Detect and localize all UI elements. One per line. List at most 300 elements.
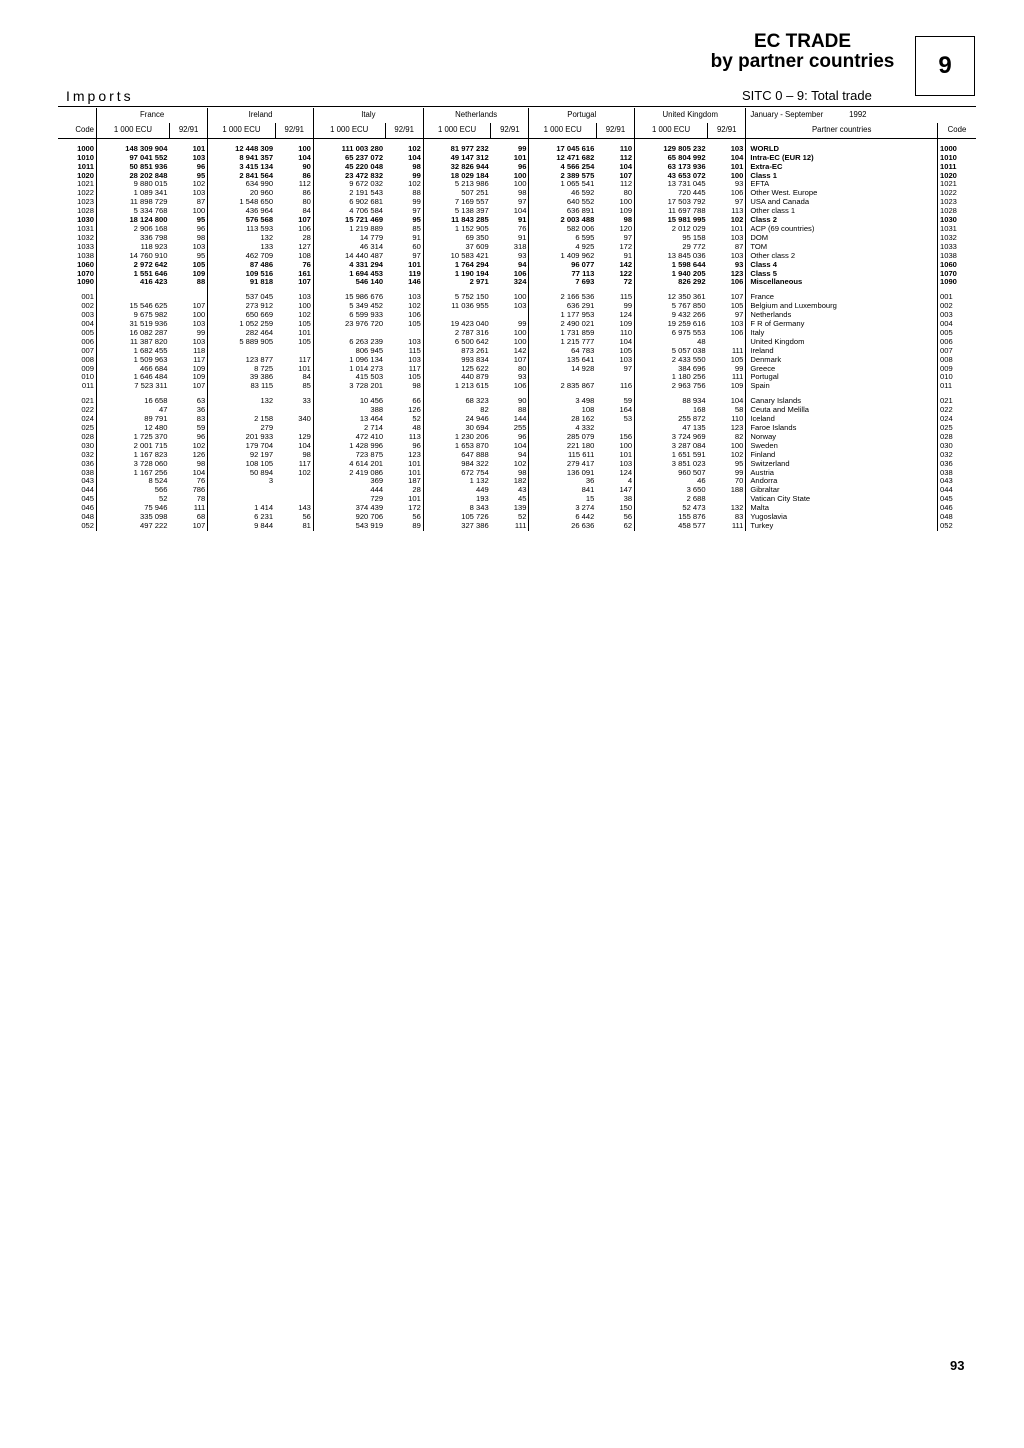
table-row	[58, 382, 976, 391]
row-ratio: 107	[730, 292, 744, 302]
row-code: 1032	[77, 232, 94, 242]
row-ratio: 111	[193, 503, 206, 513]
row-value: 18 029 184	[423, 172, 490, 181]
row-value: 13 731 045	[635, 180, 708, 189]
row-ratio: 105	[730, 354, 744, 364]
row-value: 47	[97, 406, 170, 415]
col-ie-value: 1 000 ECU	[208, 123, 275, 138]
row-ratio: 99	[734, 363, 744, 373]
row-value: 1 089 341	[97, 189, 170, 198]
row-ratio: 95	[412, 215, 421, 225]
row-ratio: 109	[192, 268, 206, 278]
row-value: 3 851 023	[635, 460, 708, 469]
row-value: 133	[208, 243, 275, 252]
row-ratio: 118	[193, 345, 206, 355]
row-ratio: 100	[513, 336, 527, 346]
row-value: 4 925	[529, 243, 596, 252]
row-value: 82	[423, 406, 490, 415]
row-value: 97 041 552	[97, 154, 170, 163]
row-value: 7 169 557	[423, 198, 490, 207]
row-code: 1060	[77, 259, 94, 269]
row-ratio: 142	[619, 259, 633, 269]
row-value: 3 728 201	[313, 382, 385, 391]
col-it-ratio: 92/91	[385, 123, 423, 138]
report-title	[700, 32, 905, 72]
table-row	[58, 243, 976, 252]
col-group-uk: United Kingdom	[635, 108, 746, 123]
row-value: 43 653 072	[635, 172, 708, 181]
row-code-right: 009	[938, 365, 977, 374]
row-value: 77 113	[529, 270, 596, 279]
row-value: 723 875	[313, 451, 385, 460]
row-ratio: 78	[196, 494, 206, 504]
table-row	[58, 207, 976, 216]
row-ratio: 105	[408, 372, 421, 382]
row-ratio: 105	[192, 259, 206, 269]
row-code: 004	[81, 319, 94, 329]
row-value: 984 322	[423, 460, 490, 469]
row-value: 3 498	[529, 391, 596, 406]
row-ratio: 94	[518, 449, 527, 459]
eu-countries-group	[58, 287, 976, 391]
row-code-right: 052	[938, 522, 977, 531]
row-partner-name: WORLD	[746, 138, 938, 153]
sitc-label: SITC 0 – 9: Total trade	[742, 88, 872, 103]
row-ratio: 103	[192, 241, 206, 251]
row-value: 1 731 859	[529, 329, 596, 338]
row-value: 416 423	[97, 278, 170, 287]
row-value: 5 334 768	[97, 207, 170, 216]
row-ratio: 146	[408, 277, 421, 287]
row-ratio: 117	[408, 363, 421, 373]
row-value: 16 658	[97, 391, 170, 406]
row-ratio: 53	[623, 414, 633, 424]
row-partner-name: Other West. Europe	[746, 189, 938, 198]
col-group-empty	[58, 108, 97, 123]
row-partner-name: Other class 2	[746, 252, 938, 261]
row-ratio: 106	[408, 310, 421, 320]
row-code: 1020	[77, 170, 94, 180]
row-value: 5 057 038	[635, 347, 708, 356]
row-code-right: 025	[938, 424, 977, 433]
row-code-right: 1070	[938, 270, 977, 279]
row-value: 1 190 194	[423, 270, 490, 279]
row-value: 327 386	[423, 522, 490, 531]
table-row	[58, 391, 976, 406]
row-value: 11 898 729	[97, 198, 170, 207]
row-value: 5 752 150	[423, 287, 490, 302]
row-ratio: 91	[623, 250, 633, 260]
row-value: 10 456	[313, 391, 385, 406]
period-label: January - September	[750, 110, 824, 119]
row-code-right: 011	[938, 382, 977, 391]
row-value: 449	[423, 486, 490, 495]
row-ratio: 99	[412, 170, 421, 180]
row-value: 52 473	[635, 504, 708, 513]
row-value: 4 614 201	[313, 460, 385, 469]
row-value: 920 706	[313, 513, 385, 522]
row-code-right: 030	[938, 442, 977, 451]
row-ratio: 104	[513, 206, 527, 216]
row-ratio: 88	[196, 277, 206, 287]
row-ratio: 80	[518, 363, 527, 373]
row-value: 6 500 642	[423, 338, 490, 347]
row-value: 52	[97, 495, 170, 504]
row-code: 1033	[77, 241, 94, 251]
row-partner-name: Sweden	[746, 442, 938, 451]
row-value: 15 721 469	[313, 216, 385, 225]
row-ratio: 104	[619, 161, 633, 171]
row-code-right: 024	[938, 415, 977, 424]
row-value: 462 709	[208, 252, 275, 261]
row-code-right: 1000	[938, 138, 977, 153]
row-ratio: 106	[730, 327, 744, 337]
row-value: 11 843 285	[423, 216, 490, 225]
row-value: 87 486	[208, 261, 275, 270]
row-ratio: 105	[298, 319, 311, 329]
row-partner-name: Ceuta and Melilla	[746, 406, 938, 415]
row-code-right: 044	[938, 486, 977, 495]
row-ratio: 101	[192, 143, 206, 153]
row-ratio: 95	[196, 215, 206, 225]
row-value: 1 177 953	[529, 311, 596, 320]
row-value: 1 132	[423, 477, 490, 486]
row-ratio: 100	[513, 327, 527, 337]
row-partner-name: Spain	[746, 382, 938, 391]
row-partner-name: Miscellaneous	[746, 278, 938, 287]
row-value: 4 566 254	[529, 163, 596, 172]
row-ratio: 107	[192, 520, 206, 530]
row-value: 1 152 905	[423, 225, 490, 234]
row-ratio: 104	[298, 152, 311, 162]
row-ratio: 99	[518, 319, 527, 329]
row-ratio: 161	[298, 268, 311, 278]
row-value: 65 804 992	[635, 154, 708, 163]
row-value: 83 115	[208, 382, 275, 391]
row-ratio: 129	[298, 431, 311, 441]
row-value: 2 906 168	[97, 225, 170, 234]
row-code-right: 021	[938, 391, 977, 406]
row-partner-name: TOM	[746, 243, 938, 252]
row-value: 65 237 072	[313, 154, 385, 163]
row-code: 1000	[77, 143, 94, 153]
col-ie-ratio: 92/91	[275, 123, 313, 138]
row-value: 729	[313, 495, 385, 504]
row-ratio: 105	[408, 319, 421, 329]
row-ratio: 52	[412, 414, 421, 424]
row-code-right: 1023	[938, 198, 977, 207]
row-ratio: 93	[518, 250, 527, 260]
row-code-right: 1021	[938, 180, 977, 189]
row-value: 11 387 820	[97, 338, 170, 347]
row-ratio: 97	[412, 250, 421, 260]
row-value: 336 798	[97, 234, 170, 243]
row-ratio: 103	[619, 458, 633, 468]
row-value: 1 653 870	[423, 442, 490, 451]
row-ratio: 144	[513, 414, 527, 424]
row-ratio: 98	[302, 449, 311, 459]
row-value: 30 694	[423, 424, 490, 433]
row-code: 1031	[77, 223, 94, 233]
row-value: 15	[529, 495, 596, 504]
row-code-right: 1010	[938, 154, 977, 163]
table-row	[58, 424, 976, 433]
row-value: 3	[208, 477, 275, 486]
row-ratio: 107	[192, 381, 206, 391]
row-value: 1 014 273	[313, 365, 385, 374]
row-ratio: 104	[408, 152, 421, 162]
row-code-right: 008	[938, 356, 977, 365]
row-value: 636 291	[529, 302, 596, 311]
row-ratio: 96	[518, 431, 527, 441]
row-value: 1 725 370	[97, 433, 170, 442]
row-code: 044	[81, 485, 94, 495]
row-ratio: 103	[192, 319, 206, 329]
row-value: 7 523 311	[97, 382, 170, 391]
row-value: 285 079	[529, 433, 596, 442]
row-ratio: 88	[518, 405, 527, 415]
row-ratio: 103	[619, 354, 633, 364]
row-value: 1 096 134	[313, 356, 385, 365]
row-value: 2 166 536	[529, 287, 596, 302]
row-ratio: 104	[298, 440, 311, 450]
row-code: 030	[81, 440, 94, 450]
row-partner-name: Netherlands	[746, 311, 938, 320]
row-ratio: 187	[408, 476, 421, 486]
row-ratio: 113	[408, 431, 421, 441]
row-code: 1011	[77, 161, 94, 171]
row-value: 458 577	[635, 522, 708, 531]
row-ratio: 97	[734, 310, 744, 320]
row-ratio: 70	[734, 476, 744, 486]
row-value: 8 343	[423, 504, 490, 513]
col-code-left: Code	[58, 123, 97, 138]
row-ratio: 48	[412, 423, 421, 432]
row-value: 11 036 955	[423, 302, 490, 311]
row-partner-name: Denmark	[746, 356, 938, 365]
row-partner-name: F R of Germany	[746, 320, 938, 329]
row-value: 45 220 048	[313, 163, 385, 172]
row-partner-name: Malta	[746, 504, 938, 513]
row-ratio: 100	[298, 143, 311, 153]
row-code-right: 032	[938, 451, 977, 460]
row-code: 021	[81, 396, 94, 406]
table-row	[58, 138, 976, 153]
row-value: 125 622	[423, 365, 490, 374]
row-partner-name: Extra-EC	[746, 163, 938, 172]
row-ratio: 98	[518, 467, 527, 477]
row-ratio: 101	[619, 449, 633, 459]
row-value: 576 568	[208, 216, 275, 225]
row-value: 8 524	[97, 477, 170, 486]
row-value: 17 045 616	[529, 138, 596, 153]
row-ratio: 101	[408, 259, 421, 269]
row-value: 279	[208, 424, 275, 433]
col-pt-ratio: 92/91	[596, 123, 634, 138]
row-value: 6 599 933	[313, 311, 385, 320]
row-ratio: 80	[302, 197, 311, 207]
row-value: 1 428 996	[313, 442, 385, 451]
row-ratio: 164	[619, 405, 633, 415]
row-value: 1 551 646	[97, 270, 170, 279]
row-ratio: 340	[298, 414, 311, 424]
row-ratio: 106	[730, 277, 744, 287]
row-ratio: 119	[408, 268, 421, 278]
row-value: 89 791	[97, 415, 170, 424]
row-ratio: 103	[730, 143, 744, 153]
col-uk-value: 1 000 ECU	[635, 123, 708, 138]
row-value: 1 598 644	[635, 261, 708, 270]
row-value: 3 274	[529, 504, 596, 513]
row-ratio: 59	[623, 396, 633, 406]
row-ratio: 115	[408, 345, 421, 355]
row-code-right: 001	[938, 287, 977, 302]
row-ratio: 100	[513, 179, 527, 189]
row-ratio: 103	[730, 319, 744, 329]
row-ratio: 126	[192, 449, 206, 459]
row-ratio: 90	[518, 396, 527, 406]
row-partner-name: Class 1	[746, 172, 938, 181]
row-ratio: 172	[408, 503, 421, 513]
row-value: 6 442	[529, 513, 596, 522]
row-ratio: 107	[192, 301, 206, 311]
row-ratio: 99	[412, 197, 421, 207]
row-code: 048	[81, 512, 94, 522]
col-nl-value: 1 000 ECU	[423, 123, 490, 138]
row-partner-name: Intra-EC (EUR 12)	[746, 154, 938, 163]
row-value: 279 417	[529, 460, 596, 469]
row-ratio: 68	[196, 512, 206, 522]
row-partner-name: Finland	[746, 451, 938, 460]
row-value: 148 309 904	[97, 138, 170, 153]
row-ratio: 38	[623, 494, 633, 504]
row-code-right: 1038	[938, 252, 977, 261]
row-ratio: 105	[298, 336, 311, 346]
row-ratio: 86	[302, 188, 311, 198]
row-value: 566	[97, 486, 170, 495]
row-ratio: 100	[730, 170, 744, 180]
row-ratio: 96	[412, 440, 421, 450]
row-ratio: 102	[192, 179, 206, 189]
row-value: 8 725	[208, 365, 275, 374]
row-value: 1 213 615	[423, 382, 490, 391]
row-value: 135 641	[529, 356, 596, 365]
row-value: 111 003 280	[313, 138, 385, 153]
row-value: 415 503	[313, 373, 385, 382]
row-ratio: 76	[196, 476, 206, 486]
row-ratio: 103	[730, 250, 744, 260]
row-value: 17 503 792	[635, 198, 708, 207]
row-value: 1 219 889	[313, 225, 385, 234]
row-ratio: 124	[619, 467, 633, 477]
row-ratio: 33	[302, 396, 311, 406]
row-code: 1023	[77, 197, 94, 207]
row-code: 1038	[77, 250, 94, 260]
row-value: 108	[529, 406, 596, 415]
row-value: 95 158	[635, 234, 708, 243]
row-partner-name: Class 4	[746, 261, 938, 270]
row-value: 650 669	[208, 311, 275, 320]
row-value: 6 595	[529, 234, 596, 243]
row-value: 12 480	[97, 424, 170, 433]
row-value: 193	[423, 495, 490, 504]
row-code: 024	[81, 414, 94, 424]
row-value: 50 851 936	[97, 163, 170, 172]
row-value: 31 519 936	[97, 320, 170, 329]
row-value: 1 764 294	[423, 261, 490, 270]
row-ratio: 100	[298, 301, 311, 311]
row-ratio: 76	[302, 259, 311, 269]
row-ratio: 105	[619, 345, 633, 355]
row-ratio: 96	[196, 431, 206, 441]
row-value: 26 636	[529, 522, 596, 531]
row-code: 006	[81, 336, 94, 346]
row-ratio: 85	[302, 381, 311, 391]
row-value: 15 546 625	[97, 302, 170, 311]
row-ratio: 93	[734, 259, 744, 269]
row-code: 022	[81, 405, 94, 415]
row-ratio: 112	[298, 179, 311, 189]
row-ratio: 104	[192, 467, 206, 477]
row-ratio: 123	[408, 449, 421, 459]
row-value: 68 323	[423, 391, 490, 406]
table-row	[58, 287, 976, 302]
row-value: 136 091	[529, 469, 596, 478]
row-ratio: 110	[619, 143, 633, 153]
row-ratio: 113	[731, 206, 744, 216]
row-ratio: 102	[513, 458, 527, 468]
row-value: 1 509 963	[97, 356, 170, 365]
row-value: 634 990	[208, 180, 275, 189]
row-value: 46	[635, 477, 708, 486]
row-value: 113 593	[208, 225, 275, 234]
row-value: 2 003 488	[529, 216, 596, 225]
col-group-italy: Italy	[313, 108, 423, 123]
row-value	[208, 486, 275, 495]
row-code-right: 1060	[938, 261, 977, 270]
row-ratio: 116	[620, 381, 633, 391]
row-ratio: 127	[298, 241, 311, 251]
row-ratio: 156	[619, 431, 633, 441]
row-value: 47 135	[635, 424, 708, 433]
row-ratio: 110	[731, 414, 744, 424]
row-ratio: 106	[513, 268, 527, 278]
row-value: 546 140	[313, 278, 385, 287]
row-value: 14 440 487	[313, 252, 385, 261]
row-ratio: 97	[518, 197, 527, 207]
row-code-right: 045	[938, 495, 977, 504]
row-value: 1 167 823	[97, 451, 170, 460]
row-value: 132	[208, 391, 275, 406]
row-code-right: 048	[938, 513, 977, 522]
row-code: 1028	[77, 206, 94, 216]
row-value: 384 696	[635, 365, 708, 374]
table-row	[58, 225, 976, 234]
row-ratio: 43	[518, 485, 527, 495]
row-ratio: 96	[196, 223, 206, 233]
row-value: 466 684	[97, 365, 170, 374]
row-code-right: 005	[938, 329, 977, 338]
row-ratio: 102	[298, 467, 311, 477]
row-value: 720 445	[635, 189, 708, 198]
row-partner-name: Switzerland	[746, 460, 938, 469]
row-ratio: 66	[412, 396, 421, 406]
row-value: 46 314	[313, 243, 385, 252]
row-code: 1022	[77, 188, 94, 198]
row-ratio: 95	[196, 250, 206, 260]
row-ratio: 103	[192, 188, 206, 198]
page-number: 93	[950, 1358, 965, 1373]
